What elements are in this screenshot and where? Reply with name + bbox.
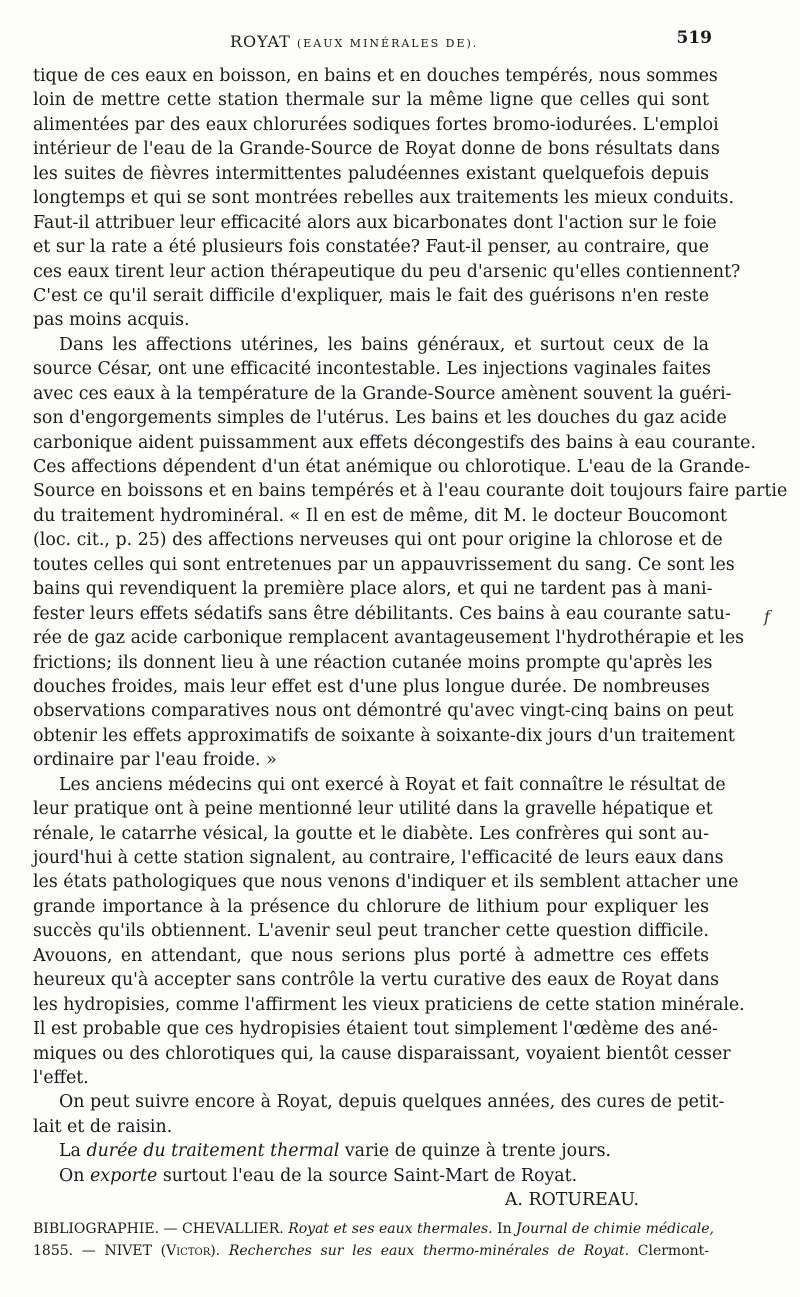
text-line: alimentées par des eaux chlorurées sodiques fortes bromo-iodurées. L'emploi — [33, 114, 719, 135]
text-line: les suites de fièvres intermittentes paludéennes existant quelquefois depuis — [33, 163, 709, 184]
bibliography-tail: Clermont- — [629, 1243, 710, 1259]
text-line: observations comparatives nous ont démontré qu'avec vingt-cinq bains on peut — [33, 701, 734, 722]
text-line: les hydropisies, comme l'affirment les vieux praticiens de cette station minérale. — [33, 994, 745, 1015]
bibliography-label: BIBLIOGRAPHIE. — [33, 1221, 160, 1237]
body-text — [33, 64, 788, 1213]
text-line: et sur la rate a été plusieurs fois constatée? Faut-il penser, au contraire, que — [33, 237, 709, 258]
text-line: (loc. cit., p. 25) des affections nerveuses qui ont pour origine la chlorose et de — [33, 530, 723, 551]
running-head — [0, 26, 800, 56]
text-line: tique de ces eaux en boisson, en bains et en douches tempérés, nous sommes — [33, 66, 718, 86]
text-line: loin de mettre cette station thermale sur la même ligne que celles qui sont — [33, 90, 709, 111]
margin-mark: f — [764, 607, 770, 626]
bibliography — [33, 1218, 715, 1262]
author-signature: A. ROTUREAU. — [504, 1190, 639, 1211]
bibliography-dash: — — [159, 1221, 182, 1237]
text-line: son d'engorgements simples de l'utérus. Les bains et les douches du gaz acide — [33, 408, 727, 429]
bibliography-author: CHEVALLIER. — [181, 1221, 284, 1237]
bibliography-title: Recherches sur les eaux thermo-minérales de Royat. — [228, 1243, 630, 1259]
bibliography-year: 1855. — [33, 1243, 74, 1259]
text-line: l'effet. — [33, 1067, 89, 1088]
text-line: grande importance à la présence du chlorure de lithium pour expliquer les — [33, 896, 709, 917]
running-head-main: ROYAT — [230, 32, 291, 51]
text-line: ordinaire par l'eau froide. » — [33, 750, 277, 771]
text-line: On peut suivre encore à Royat, depuis quelques années, des cures de petit- — [59, 1092, 725, 1113]
text-line: douches froides, mais leur effet est d'une plus longue durée. De nombreuses — [33, 676, 710, 697]
text-line: frictions; ils donnent lieu à une réaction cutanée moins prompte qu'après les — [33, 652, 713, 673]
text-line: jourd'hui à cette station signalent, au contraire, l'efficacité de leurs eaux dans — [33, 848, 724, 868]
text-line: Ces affections dépendent d'un état anémique ou chlorotique. L'eau de la Grande- — [33, 457, 751, 477]
text-line: longtemps et qui se sont montrées rebelles aux traitements les mieux conduits. — [33, 188, 734, 209]
text-line: succès qu'ils obtiennent. L'avenir seul peut trancher cette question difficile. — [33, 921, 709, 942]
text-line: du traitement hydrominéral. « Il en est de même, dit M. le docteur Boucomont — [33, 505, 728, 526]
text-line: Dans les affections utérines, les bains généraux, et surtout ceux de la — [59, 334, 709, 355]
text-line: toutes celles qui sont entretenues par un appauvrissement du sang. Ce sont les — [33, 554, 735, 575]
text-line: source César, ont une efficacité incontestable. Les injections vaginales faites — [33, 359, 711, 380]
text-line: rée de gaz acide carbonique remplacent avantageusement l'hydrothérapie et les — [33, 628, 745, 649]
text-line: Avouons, en attendant, que nous serions plus porté à admettre ces effets — [33, 945, 709, 966]
text-line: avec ces eaux à la température de la Grande-Source amènent souvent la guéri- — [33, 383, 732, 404]
text-line: obtenir les effets approximatifs de soixante à soixante-dix jours d'un traitement — [33, 725, 735, 746]
paragraph — [33, 1090, 725, 1139]
text-line: fester leurs effets sédatifs sans être débilitants. Ces bains à eau courante satu- — [33, 603, 731, 624]
text-line: Source en boissons et en bains tempérés et à l'eau courante doit toujours faire partie — [33, 481, 788, 502]
text-span: La — [59, 1141, 87, 1162]
text-line: heureux qu'à accepter sans contrôle la vertu curative des eaux de Royat dans — [33, 970, 720, 991]
text-line: miques ou des chlorotiques qui, la cause disparaissant, voyaient bientôt cesser — [33, 1043, 731, 1064]
text-line: intérieur de l'eau de la Grande-Source de Royat donne de bons résultats dans — [33, 139, 720, 160]
text-line: Il est probable que ces hydropisies étaient tout simplement l'œdème des ané- — [33, 1019, 718, 1040]
bibliography-journal: Journal de chimie médicale, — [516, 1221, 715, 1237]
treatment-duration-line — [33, 1139, 709, 1163]
page-number: 519 — [676, 28, 712, 48]
text-span: On — [59, 1165, 90, 1186]
text-span: surtout l'eau de la source Saint-Mart de Royat. — [157, 1165, 578, 1186]
bibliography-in: In — [492, 1221, 517, 1237]
bibliography-line-1 — [33, 1218, 715, 1240]
bibliography-line-2 — [33, 1240, 709, 1262]
text-line: rénale, le catarrhe vésical, la goutte et le diabète. Les confrères qui sont au- — [33, 823, 709, 844]
paragraph — [33, 773, 745, 1091]
text-line: lait et de raisin. — [33, 1116, 173, 1137]
text-line: Faut-il attribuer leur efficacité alors aux bicarbonates dont l'action sur le foie — [33, 212, 717, 233]
bibliography-author: NIVET (Victor). — [104, 1243, 221, 1259]
italic-span: exporte — [90, 1165, 158, 1186]
running-head-sub: (EAUX MINÉRALES DE). — [296, 37, 479, 50]
text-line: Les anciens médecins qui ont exercé à Royat et fait connaître le résultat de — [59, 774, 726, 795]
export-line — [33, 1164, 709, 1188]
paragraph — [33, 333, 788, 773]
running-head-title — [230, 32, 478, 51]
text-span: varie de quinze à trente jours. — [339, 1141, 612, 1162]
text-line: pas moins acquis. — [33, 310, 190, 331]
text-line: leur pratique ont à peine mentionné leur utilité dans la gravelle hépatique et — [33, 799, 713, 820]
text-line: carbonique aident puissamment aux effets décongestifs des bains à eau courante. — [33, 432, 756, 453]
text-line: bains qui revendiquent la première place alors, et qui ne tardent pas à mani- — [33, 579, 713, 600]
text-line: les états pathologiques que nous venons d'indiquer et ils semblent attacher une — [33, 872, 739, 893]
paragraph — [33, 64, 741, 333]
bibliography-dash: — — [73, 1243, 105, 1259]
text-line: C'est ce qu'il serait difficile d'expliquer, mais le fait des guérisons n'en reste — [33, 285, 709, 306]
text-line: ces eaux tirent leur action thérapeutique du peu d'arsenic qu'elles contiennent? — [33, 261, 741, 282]
bibliography-title: Royat et ses eaux thermales. — [288, 1221, 493, 1237]
italic-span: durée du traitement thermal — [86, 1141, 340, 1162]
